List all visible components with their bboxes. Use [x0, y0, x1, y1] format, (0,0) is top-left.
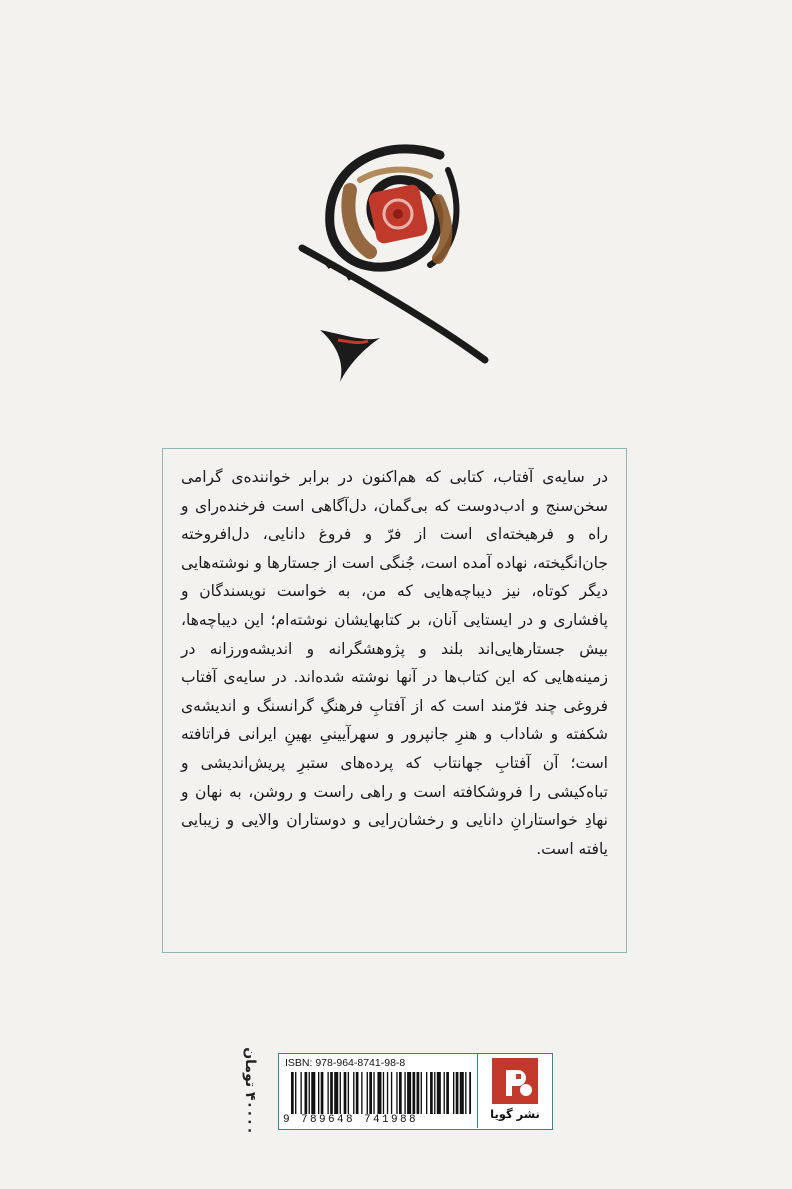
price-label [228, 1047, 272, 1135]
barcode-digits: 9 789648 741988 [283, 1114, 419, 1126]
isbn-area [279, 1054, 476, 1128]
blurb-text: در سایه‌ی آفتاب، کتابی که هم‌اکنون در برابر خواننده‌ی گرامی سخن‌سنج و ادب‌دوست که بی‌گمان، دل‌آگاهی است فرخنده‌رای و راه و فرهیخته‌ای است از فرّ و فروغ دانایی، دل‌افروخته جان‌انگیخته، نهاده آمده است، جُنگی است از جستارها و نوشته‌هایی دیگر کوتاه، نیز دیباچه‌هایی که من، به خواست نویسندگان و پافشاری و در ایستایی آنان، بر کتابهایشان نوشته‌ام؛ این دیباچه‌ها، بیش جستارهایی‌اند بلند و پژوهشگرانه و اندیشه‌ورزانه در زمینه‌هایی که این کتاب‌ها در آنها نوشته شده‌اند. در سایه‌ی آفتاب فروغی چند فرّمند است که از آفتابِ فرهنگِ گرانسنگ و اندیشه‌ی شکفته و شاداب و هنرِ جانپرور و سهرآیینیِ بهینِ ایرانی فراتافته است؛ آن آفتابِ جهانتاب که پرده‌های ستبرِ پریش‌اندیشی و تباه‌کیشی را فروشکافته است و راهی راست و روشن، به نهان و نهادِ خواستارانِ دانایی و رخشان‌رایی و دوستاران والایی و زیبایی یافته است. [181, 468, 608, 858]
emblem [290, 130, 500, 390]
publisher-block [278, 1053, 553, 1130]
barcode [291, 1072, 471, 1114]
isbn-label: ISBN: 978-964-8741-98-8 [285, 1057, 406, 1069]
calligraphic-swirl-emblem-icon [290, 130, 500, 390]
publisher-name: نشر گویا [490, 1107, 540, 1121]
blurb-box [162, 448, 627, 953]
price-currency: تومان [242, 1047, 258, 1088]
price-amount: ۴۰۰۰۰ [242, 1092, 258, 1135]
publisher-logo-icon [492, 1058, 538, 1104]
publisher-logo-area [477, 1054, 552, 1128]
